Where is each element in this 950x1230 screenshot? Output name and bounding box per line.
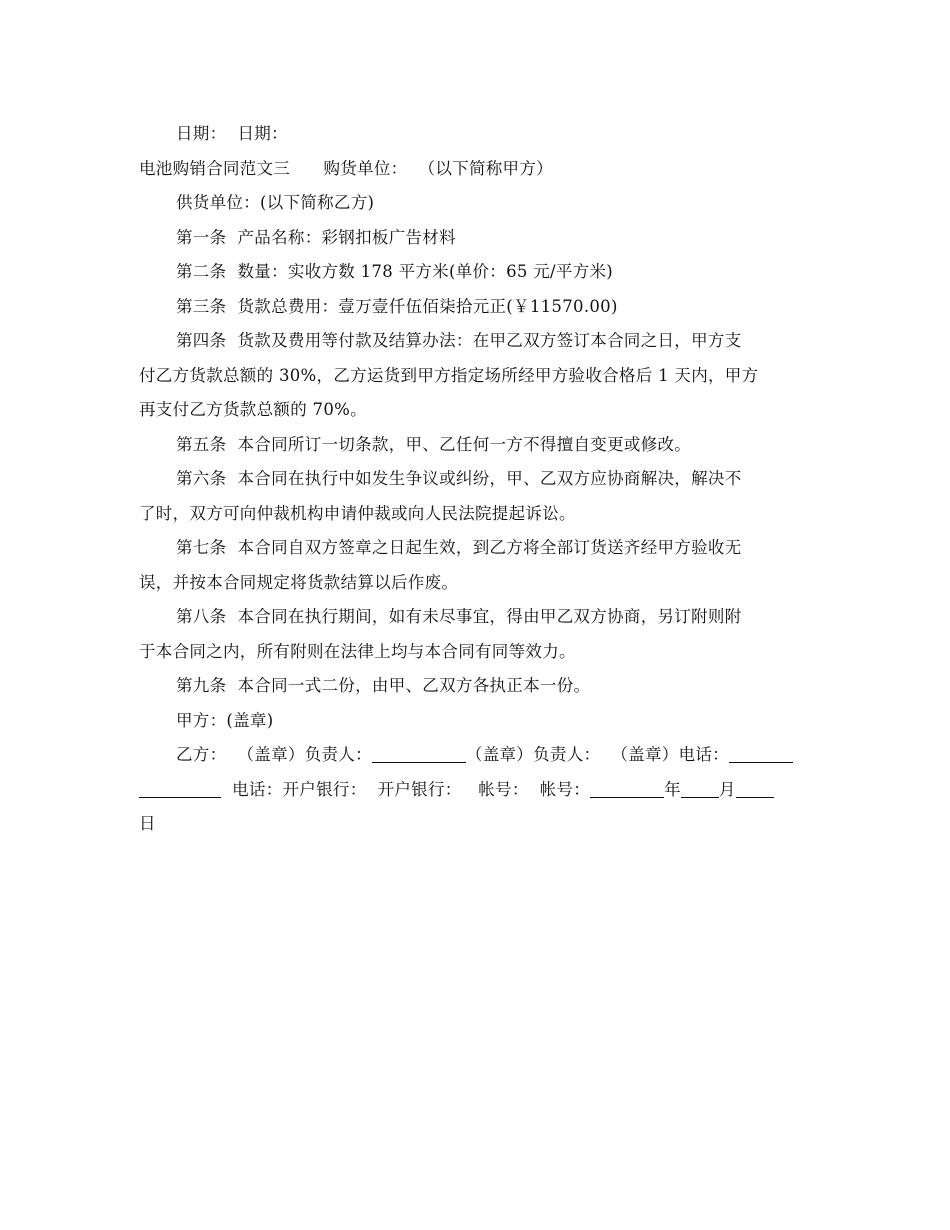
article-5: 第五条 本合同所订一切条款，甲、乙任何一方不得擅自变更或修改。 [176,434,692,454]
article-8-line-1: 第八条 本合同在执行期间，如有未尽事宜，得由甲乙双方协商，另订附则附 [176,607,742,626]
party-a-seal: 甲方：(盖章) [176,710,274,730]
article-7-line-1: 第七条 本合同自双方签章之日起生效，到乙方将全部订货送齐经甲方验收无 [176,538,742,557]
article-4-line-1: 第四条 货款及费用等付款及结算办法：在甲乙双方签订本合同之日，甲方支 [176,331,742,350]
contract-title-line: 电池购销合同范文三 购货单位： （以下简称甲方） [139,158,553,178]
bank-account-line [139,773,811,808]
article-3: 第三条 货款总费用：壹万壹仟伍佰柒拾元正(￥11570.00) [176,296,618,316]
party-b-sign-line [139,738,811,773]
month-label: 月 [718,779,736,799]
date-line: 日期： 日期： [176,124,288,143]
contract-body [139,117,811,842]
phone-blank [729,744,793,763]
month-blank [681,779,719,798]
day-line: 日 [139,814,156,833]
year-label: 年 [664,779,681,799]
year-blank [590,779,664,798]
day-blank [736,779,774,798]
article-8-line-2: 于本合同之内，所有附则在法律上均与本合同有同等效力。 [139,641,576,661]
phone-blank-continued [139,779,221,798]
article-6-line-2: 了时，双方可向仲裁机构申请仲裁或向人民法院提起诉讼。 [139,503,576,523]
party-b-label: 乙方： （盖章）负责人： [176,745,372,764]
article-6-line-1: 第六条 本合同在执行中如发生争议或纠纷，甲、乙双方应协商解决，解决不 [176,469,742,488]
article-2: 第二条 数量：实收方数 178 平方米(单价：65 元/平方米) [176,262,614,281]
article-1: 第一条 产品名称：彩钢扣板广告材料 [176,227,456,247]
article-4-line-3: 再支付乙方货款总额的 70%。 [139,400,367,419]
supplier-line: 供货单位：(以下简称乙方) [176,193,375,212]
seal-responsible-phone-label: （盖章）负责人： （盖章）电话： [465,745,729,764]
article-4-line-2: 付乙方货款总额的 30%，乙方运货到甲方指定场所经甲方验收合格后 1 天内，甲方 [139,365,759,385]
bank-account-labels: 电话：开户银行： 开户银行： 帐号： 帐号： [232,779,591,799]
article-7-line-2: 误，并按本合同规定将货款结算以后作废。 [139,572,459,592]
responsible-person-blank [372,744,466,763]
article-9: 第九条 本合同一式二份，由甲、乙双方各执正本一份。 [176,676,591,695]
